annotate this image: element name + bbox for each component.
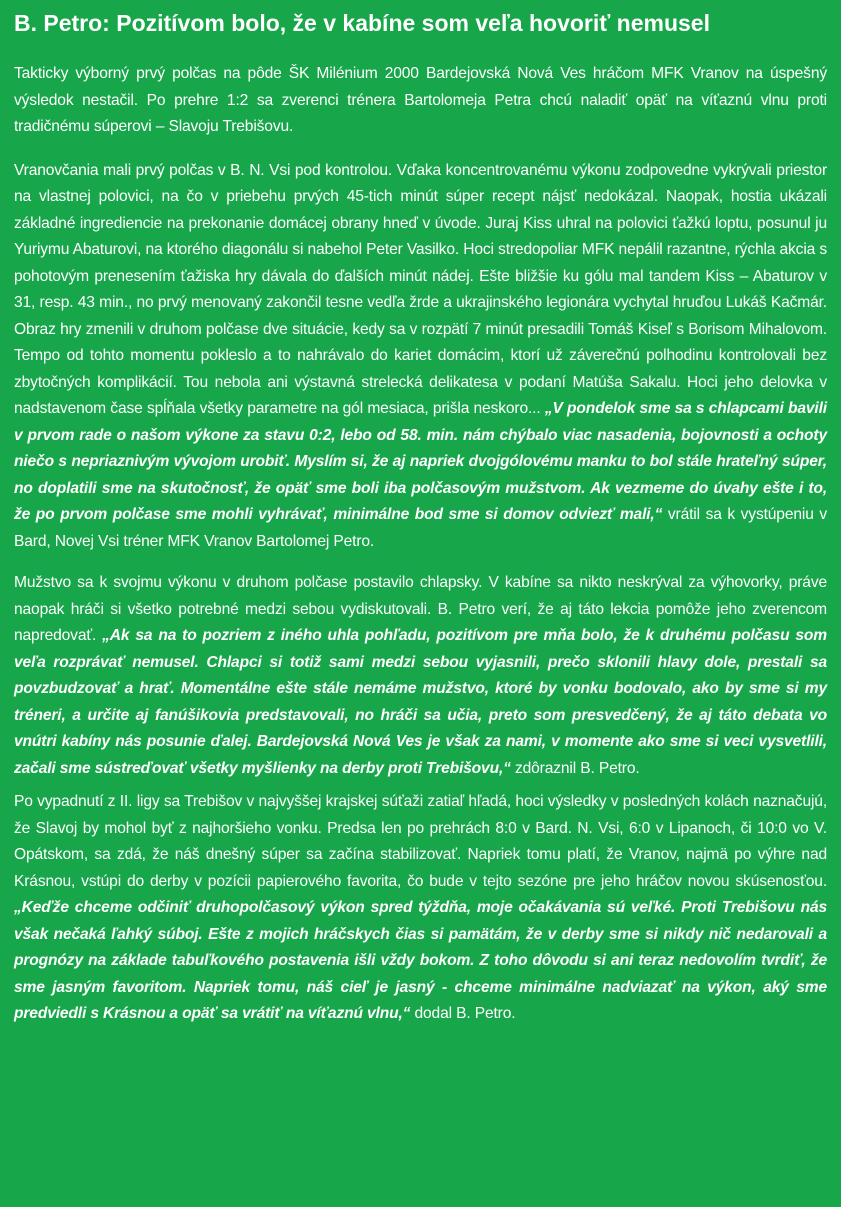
paragraph-text: dodal B. Petro. (410, 1005, 516, 1022)
paragraph-text: vrátil sa k vystúpeniu v Bard, Novej Vsi tréner MFK Vranov Bartolomej Petro. (14, 506, 827, 550)
coach-quote: „Keďže chceme odčiniť druhopolčasový výkon spred týždňa, moje očakávania sú veľké. Proti Trebišovu nás však nečaká ľahký súboj. Ešte z mojich hráčskych čias si pamätám, že v derby sme si nikdy nič nedarovali a prognózy na základe tabuľkového postavenia išli vždy bokom. Z toho dôvodu si ani teraz nedovolím tvrdiť, že sme jasným favoritom. Napriek tomu, náš cieľ je jasný - chceme minimálne nadviazať na výkon, aký sme predviedli s Krásnou a opäť sa vrátiť na víťaznú vlnu,“ (14, 899, 827, 1022)
paragraph-dressing-room (14, 570, 827, 782)
coach-quote: „Ak sa na to pozriem z iného uhla pohľadu, pozitívom pre mňa bolo, že k druhému polčasu som veľa rozprávať nemusel. Chlapci si totiž sami medzi sebou vyjasnili, prečo sklonili hlavy dole, prestali sa povzbudzovať a hrať. Momentálne ešte stále nemáme mužstvo, ktoré by vonku bodovalo, ako by sme si my tréneri, a určite aj fanúšikovia predstavovali, no hráči sa učia, preto som presvedčený, že aj táto debata vo vnútri kabíny nás posunie ďalej. Bardejovská Nová Ves je však za nami, v momente ako sme si veci vysvetlili, začali sme sústreďovať všetky myšlienky na derby proti Trebišovu,“ (14, 627, 827, 777)
paragraph-text: Po vypadnutí z II. ligy sa Trebišov v najvyššej krajskej súťaži zatiaľ hľadá, hoci výsledky v posledných kolách naznačujú, že Slavoj by mohol byť z najhoršieho vonku. Predsa len po prehrách 8:0 v Bard. N. Vsi, 6:0 v Lipanoch, či 10:0 vo V. Opátskom, sa zdá, že náš dnešný súper sa začína stabilizovať. Napriek tomu platí, že Vranov, najmä po výhre nad Krásnou, vstúpi do derby v pozícii papierového favorita, čo bude v tejto sezóne pre jeho hráčov novou skúsenosťou. (14, 793, 827, 890)
coach-quote: „V pondelok sme sa s chlapcami bavili v prvom rade o našom výkone za stavu 0:2, lebo od 58. min. nám chýbalo viac nasadenia, bojovnosti a ochoty niečo s nepriaznivým vývojom urobiť. Myslím si, že aj napriek dvojgólovému manku to bol stále hrateľný súper, no doplatili sme na skutočnosť, že opäť sme boli iba polčasovým mužstvom. Ak vezmeme do úvahy ešte i to, že po prvom polčase sme mohli vyhrávať, minimálne bod sme si domov odviezť mali,“ (14, 400, 827, 523)
paragraph-text: zdôraznil B. Petro. (510, 759, 640, 777)
paragraph-derby-preview (14, 789, 827, 1028)
paragraph-text: Takticky výborný prvý polčas na pôde ŠK Milénium 2000 Bardejovská Nová Ves hráčom MFK Vranov na úspešný výsledok nestačil. Po prehre 1:2 sa zverenci trénera Bartolomeja Petra chcú naladiť opäť na víťaznú vlnu proti tradičnému súperovi – Slavoju Trebišovu. (14, 65, 827, 135)
paragraph-text: Vranovčania mali prvý polčas v B. N. Vsi pod kontrolou. Vďaka koncentrovanému výkonu zodpovedne vykrývali priestor na vlastnej polovici, na čo v priebehu prvých 45-tich minút súper recept nájsť nedokázal. Naopak, hostia ukázali základné ingrediencie na prekonanie domácej obrany hneď v úvode. Juraj Kiss uhral na polovici ťažkú loptu, posunul ju Yuriymu Abaturovi, na ktorého diagonálu si nabehol Peter Vasilko. Hoci stredopoliar MFK nepálil razantne, rýchla akcia s pohotovým prenesením ťažiska hry dávala do ďalších minút nádej. Ešte bližšie ku gólu mal tandem Kiss – Abaturov v 31, resp. 43 min., no prvý menovaný zakončil tesne vedľa žrde a ukrajinského legionára vychytal hruďou Lukáš Kačmár. Obraz hry zmenili v druhom polčase dve situácie, kedy sa v rozpätí 7 minút presadili Tomáš Kiseľ s Borisom Mihalovom. Tempo od tohto momentu pokleslo a to nahrávalo do kariet domácim, ktorí už záverečnú polhodinu kontrolovali bez zbytočných komplikácií. Tou nebola ani výstavná strelecká delikatesa v podaní Matúša Sakalu. Hoci jeho delovka v nadstavenom čase spĺňala všetky parametre na gól mesiaca, prišla neskoro... (14, 161, 827, 417)
paragraph-match-report (14, 158, 827, 556)
article-title: B. Petro: Pozitívom bolo, že v kabíne som veľa hovoriť nemusel (14, 10, 710, 36)
paragraph-intro (14, 61, 827, 141)
paragraph-text: Mužstvo sa k svojmu výkonu v druhom polčase postavilo chlapsky. V kabíne sa nikto neskrýval za výhovorky, práve naopak hráči si všetko potrebné medzi sebou vydiskutovali. B. Petro verí, že aj táto lekcia pomôže jeho zverencom napredovať. (14, 574, 827, 644)
